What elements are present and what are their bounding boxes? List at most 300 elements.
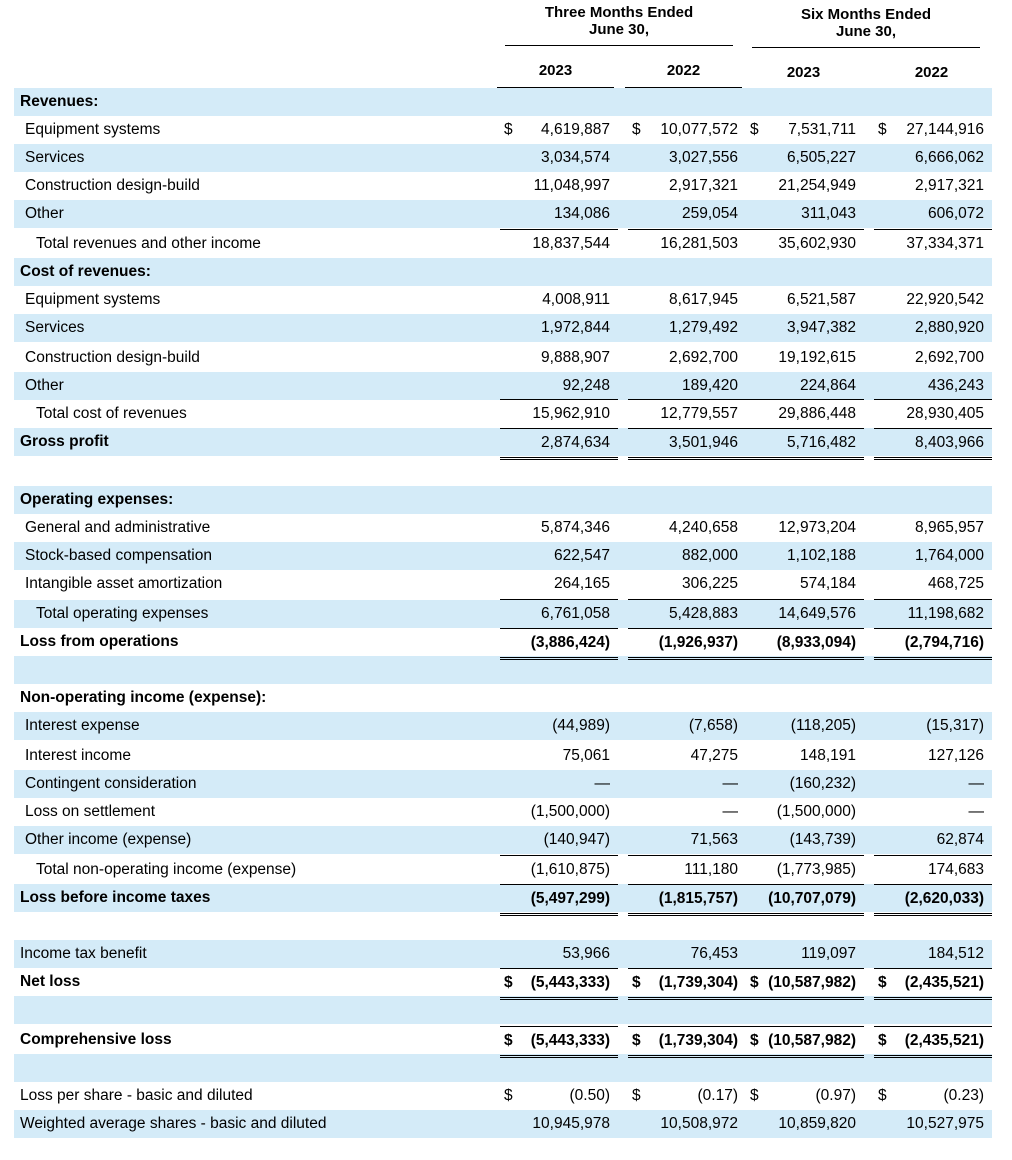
- value-cell: [628, 884, 746, 916]
- value-number: (2,620,033): [904, 890, 984, 907]
- value-cell: [500, 428, 618, 460]
- value-number: 9,888,907: [541, 349, 610, 366]
- table-row: [14, 1082, 992, 1110]
- currency-symbol: $: [632, 1087, 641, 1104]
- value-cell: [874, 200, 992, 228]
- row-label: Revenues:: [20, 93, 99, 110]
- spacer-row: [14, 1054, 992, 1082]
- value-cell: [500, 399, 618, 428]
- value-number: 224,864: [799, 377, 856, 394]
- table-row: [14, 856, 992, 884]
- value-number: 71,563: [690, 831, 738, 848]
- value-number: (10,707,079): [768, 890, 856, 907]
- spacer-row: [14, 656, 992, 684]
- value-cell: [628, 144, 746, 172]
- value-number: (7,658): [688, 717, 738, 734]
- table-row: [14, 400, 992, 428]
- six-months-line2: June 30,: [835, 23, 897, 40]
- currency-symbol: $: [878, 1032, 887, 1049]
- value-cell: [628, 570, 746, 598]
- value-number: 10,508,972: [660, 1115, 738, 1132]
- value-cell: [746, 599, 864, 628]
- value-cell: [628, 286, 746, 314]
- value-cell: [628, 712, 746, 740]
- value-number: 16,281,503: [660, 235, 738, 252]
- value-cell: [874, 1110, 992, 1138]
- value-cell: [874, 542, 992, 570]
- value-number: —: [968, 803, 984, 820]
- currency-symbol: $: [878, 974, 887, 991]
- value-cell: [746, 514, 864, 542]
- value-cell: [746, 314, 864, 342]
- table-row: [14, 486, 992, 514]
- table-row: [14, 200, 992, 228]
- value-number: (1,815,757): [658, 890, 738, 907]
- value-number: 174,683: [927, 861, 984, 878]
- value-cell: [500, 229, 618, 258]
- value-cell: [746, 570, 864, 598]
- value-cell: [746, 712, 864, 740]
- value-cell: [628, 826, 746, 854]
- value-number: (15,317): [926, 717, 984, 734]
- value-number: 5,716,482: [787, 434, 856, 451]
- value-number: 27,144,916: [906, 121, 984, 138]
- spacer-row: [14, 456, 992, 484]
- value-number: (8,933,094): [776, 634, 856, 651]
- value-number: 3,501,946: [669, 434, 738, 451]
- row-label: Interest income: [25, 747, 131, 764]
- six-months-header: [746, 6, 986, 40]
- currency-symbol: $: [750, 974, 759, 991]
- value-number: —: [594, 775, 610, 792]
- value-cell: [746, 229, 864, 258]
- value-cell: [628, 742, 746, 770]
- row-label: Comprehensive loss: [20, 1031, 172, 1048]
- value-number: (1,500,000): [776, 803, 856, 820]
- value-cell: [746, 1110, 864, 1138]
- value-cell: [500, 372, 618, 400]
- table-row: [14, 116, 992, 144]
- value-number: 436,243: [927, 377, 984, 394]
- currency-symbol: $: [878, 121, 887, 138]
- table-row: [14, 798, 992, 826]
- currency-symbol: $: [750, 1087, 759, 1104]
- value-number: 11,048,997: [533, 177, 610, 194]
- value-cell: [628, 428, 746, 460]
- value-number: (0.23): [943, 1087, 984, 1104]
- currency-symbol: $: [878, 1087, 887, 1104]
- row-label: Services: [25, 149, 85, 166]
- value-number: 311,043: [801, 205, 856, 222]
- table-row: [14, 344, 992, 372]
- row-label: Other: [25, 377, 64, 394]
- value-cell: [746, 968, 864, 1000]
- row-label: Other income (expense): [25, 831, 192, 848]
- value-cell: [746, 116, 864, 144]
- value-number: (118,205): [790, 717, 856, 734]
- row-label: Intangible asset amortization: [25, 575, 223, 592]
- value-cell: [500, 712, 618, 740]
- table-row: [14, 712, 992, 740]
- value-cell: [500, 1110, 618, 1138]
- value-number: 22,920,542: [906, 291, 984, 308]
- value-cell: [500, 1026, 618, 1058]
- value-number: —: [722, 803, 738, 820]
- value-number: (5,443,333): [530, 1032, 610, 1049]
- value-number: 12,779,557: [660, 405, 738, 422]
- value-cell: [628, 542, 746, 570]
- row-label: Equipment systems: [25, 291, 161, 308]
- value-number: 10,859,820: [778, 1115, 856, 1132]
- value-number: 111,180: [684, 861, 738, 878]
- value-cell: [746, 542, 864, 570]
- row-label: Cost of revenues:: [20, 263, 151, 280]
- value-cell: [500, 770, 618, 798]
- value-number: 8,965,957: [915, 519, 984, 536]
- value-number: (1,773,985): [776, 861, 856, 878]
- value-number: 2,692,700: [669, 349, 738, 366]
- value-cell: [628, 372, 746, 400]
- value-number: 6,666,062: [915, 149, 984, 166]
- value-cell: [500, 314, 618, 342]
- row-label: Construction design-build: [25, 349, 200, 366]
- value-number: 622,547: [553, 547, 610, 564]
- value-number: 5,874,346: [541, 519, 610, 536]
- value-cell: [628, 940, 746, 968]
- value-cell: [746, 428, 864, 460]
- value-cell: [500, 1082, 618, 1110]
- row-label: Stock-based compensation: [25, 547, 212, 564]
- value-cell: [746, 855, 864, 884]
- row-label: Loss before income taxes: [20, 889, 211, 906]
- value-cell: [628, 344, 746, 372]
- value-number: 15,962,910: [532, 405, 610, 422]
- row-label: Total revenues and other income: [36, 235, 261, 252]
- value-number: 7,531,711: [788, 121, 856, 138]
- value-cell: [500, 200, 618, 228]
- value-cell: [628, 172, 746, 200]
- row-label: Weighted average shares - basic and diluted: [20, 1115, 327, 1132]
- value-cell: [628, 855, 746, 884]
- value-cell: [500, 940, 618, 968]
- value-cell: [874, 1026, 992, 1058]
- value-number: 21,254,949: [778, 177, 856, 194]
- table-row: [14, 940, 992, 968]
- currency-symbol: $: [504, 1087, 513, 1104]
- table-row: [14, 628, 992, 656]
- row-label: Services: [25, 319, 85, 336]
- value-cell: [628, 314, 746, 342]
- value-cell: [746, 372, 864, 400]
- value-number: 62,874: [936, 831, 984, 848]
- value-number: (1,500,000): [530, 803, 610, 820]
- value-number: 882,000: [681, 547, 738, 564]
- table-row: [14, 542, 992, 570]
- table-row: [14, 684, 992, 712]
- value-number: 2,692,700: [915, 349, 984, 366]
- value-cell: [500, 798, 618, 826]
- value-cell: [874, 712, 992, 740]
- table-row: [14, 144, 992, 172]
- value-cell: [746, 628, 864, 660]
- value-cell: [500, 855, 618, 884]
- value-number: 3,034,574: [541, 149, 610, 166]
- value-cell: [874, 599, 992, 628]
- currency-symbol: $: [504, 1032, 513, 1049]
- value-cell: [628, 968, 746, 1000]
- value-number: (160,232): [789, 775, 856, 792]
- value-cell: [874, 344, 992, 372]
- value-number: 2,917,321: [915, 177, 984, 194]
- value-number: (3,886,424): [530, 634, 610, 651]
- table-row: [14, 1110, 992, 1138]
- value-number: 18,837,544: [532, 235, 610, 252]
- value-cell: [628, 798, 746, 826]
- table-row: [14, 258, 992, 286]
- value-cell: [500, 968, 618, 1000]
- value-cell: [500, 344, 618, 372]
- value-number: 29,886,448: [778, 405, 856, 422]
- value-cell: [628, 1026, 746, 1058]
- table-row: [14, 968, 992, 996]
- three-months-header: [499, 4, 739, 38]
- value-number: (0.17): [697, 1087, 738, 1104]
- value-number: 5,428,883: [669, 605, 738, 622]
- value-cell: [746, 826, 864, 854]
- row-label: Other: [25, 205, 64, 222]
- value-number: 8,403,966: [915, 434, 984, 451]
- currency-symbol: $: [504, 121, 513, 138]
- value-number: (10,587,982): [768, 1032, 856, 1049]
- value-number: (140,947): [543, 831, 610, 848]
- row-label: Non-operating income (expense):: [20, 689, 267, 706]
- value-number: —: [722, 775, 738, 792]
- value-number: (1,926,937): [658, 634, 738, 651]
- value-cell: [874, 1082, 992, 1110]
- value-cell: [874, 884, 992, 916]
- value-number: 1,764,000: [915, 547, 984, 564]
- value-number: 2,880,920: [915, 319, 984, 336]
- value-number: 28,930,405: [906, 405, 984, 422]
- currency-symbol: $: [504, 974, 513, 991]
- six-months-line1: Six Months Ended: [800, 6, 931, 23]
- value-number: 11,198,682: [907, 605, 984, 622]
- value-number: (44,989): [552, 717, 610, 734]
- value-cell: [746, 742, 864, 770]
- value-number: 35,602,930: [778, 235, 856, 252]
- value-number: 3,027,556: [669, 149, 738, 166]
- value-number: 92,248: [562, 377, 610, 394]
- value-cell: [874, 826, 992, 854]
- table-row: [14, 428, 992, 456]
- year-2022-three: 2022: [625, 62, 742, 79]
- value-number: 14,649,576: [778, 605, 856, 622]
- value-cell: [500, 286, 618, 314]
- year-2023-three: 2023: [497, 62, 614, 79]
- value-number: 1,279,492: [669, 319, 738, 336]
- value-cell: [874, 372, 992, 400]
- row-label: Total non-operating income (expense): [36, 861, 297, 878]
- value-cell: [746, 200, 864, 228]
- table-row: [14, 1026, 992, 1054]
- row-label: Income tax benefit: [20, 945, 147, 962]
- table-row: [14, 570, 992, 598]
- value-cell: [746, 172, 864, 200]
- value-cell: [746, 884, 864, 916]
- value-cell: [874, 172, 992, 200]
- value-number: 4,240,658: [669, 519, 738, 536]
- value-number: (5,497,299): [530, 890, 610, 907]
- spacer-row: [14, 996, 992, 1024]
- value-number: 606,072: [927, 205, 984, 222]
- value-cell: [874, 229, 992, 258]
- value-number: (0.97): [815, 1087, 856, 1104]
- year-2022-six: 2022: [873, 64, 990, 81]
- table-row: [14, 826, 992, 854]
- value-cell: [874, 514, 992, 542]
- value-number: (2,435,521): [904, 1032, 984, 1049]
- row-label: Total operating expenses: [36, 605, 209, 622]
- value-number: 1,972,844: [541, 319, 610, 336]
- row-label: Construction design-build: [25, 177, 200, 194]
- value-cell: [500, 884, 618, 916]
- value-cell: [500, 826, 618, 854]
- value-number: 259,054: [681, 205, 738, 222]
- table-row: [14, 884, 992, 912]
- currency-symbol: $: [750, 121, 759, 138]
- value-cell: [874, 116, 992, 144]
- value-cell: [500, 742, 618, 770]
- value-number: 148,191: [799, 747, 856, 764]
- value-number: 2,917,321: [669, 177, 738, 194]
- value-cell: [628, 599, 746, 628]
- row-label: Interest expense: [25, 717, 140, 734]
- value-number: 75,061: [562, 747, 610, 764]
- currency-symbol: $: [632, 1032, 641, 1049]
- three-months-line1: Three Months Ended: [544, 4, 694, 21]
- value-number: 6,521,587: [787, 291, 856, 308]
- value-cell: [874, 314, 992, 342]
- table-row: [14, 230, 992, 258]
- value-cell: [746, 940, 864, 968]
- value-cell: [746, 286, 864, 314]
- value-number: 10,527,975: [906, 1115, 984, 1132]
- row-label: Loss per share - basic and diluted: [20, 1087, 253, 1104]
- row-label: Operating expenses:: [20, 491, 174, 508]
- value-number: 6,761,058: [541, 605, 610, 622]
- value-cell: [746, 144, 864, 172]
- value-number: 2,874,634: [541, 434, 610, 451]
- value-cell: [874, 144, 992, 172]
- table-row: [14, 742, 992, 770]
- value-cell: [628, 116, 746, 144]
- table-row: [14, 172, 992, 200]
- value-cell: [746, 1026, 864, 1058]
- currency-symbol: $: [632, 121, 641, 138]
- value-number: (0.50): [569, 1087, 610, 1104]
- value-cell: [500, 144, 618, 172]
- value-cell: [874, 742, 992, 770]
- value-cell: [746, 399, 864, 428]
- value-cell: [874, 286, 992, 314]
- value-number: (2,435,521): [904, 974, 984, 991]
- table-row: [14, 770, 992, 798]
- value-cell: [874, 798, 992, 826]
- value-cell: [874, 628, 992, 660]
- value-cell: [874, 968, 992, 1000]
- value-number: 4,008,911: [542, 291, 610, 308]
- row-label: Net loss: [20, 973, 81, 990]
- year-2023-six: 2023: [745, 64, 862, 81]
- value-number: 37,334,371: [906, 235, 984, 252]
- value-cell: [874, 399, 992, 428]
- currency-symbol: $: [632, 974, 641, 991]
- value-cell: [874, 428, 992, 460]
- value-cell: [874, 570, 992, 598]
- value-number: 306,225: [681, 575, 738, 592]
- row-label: Loss on settlement: [25, 803, 156, 820]
- value-number: (1,739,304): [658, 1032, 738, 1049]
- value-number: 19,192,615: [778, 349, 856, 366]
- value-cell: [874, 855, 992, 884]
- row-label: Equipment systems: [25, 121, 161, 138]
- table-row: [14, 88, 992, 116]
- spacer-row: [14, 912, 992, 940]
- value-cell: [628, 514, 746, 542]
- three-months-line2: June 30,: [588, 21, 650, 38]
- value-number: (2,794,716): [904, 634, 984, 651]
- value-number: (143,739): [789, 831, 856, 848]
- value-number: 8,617,945: [669, 291, 738, 308]
- row-label: Contingent consideration: [25, 775, 197, 792]
- value-cell: [628, 770, 746, 798]
- value-number: 134,086: [553, 205, 610, 222]
- value-cell: [628, 1110, 746, 1138]
- value-number: 184,512: [927, 945, 984, 962]
- value-cell: [628, 1082, 746, 1110]
- table-row: [14, 514, 992, 542]
- value-cell: [500, 599, 618, 628]
- value-number: 12,973,204: [778, 519, 856, 536]
- value-number: 468,725: [927, 575, 984, 592]
- row-label: Total cost of revenues: [36, 405, 187, 422]
- value-cell: [628, 628, 746, 660]
- value-number: 53,966: [562, 945, 610, 962]
- value-number: 4,619,887: [541, 121, 610, 138]
- value-number: 264,165: [553, 575, 610, 592]
- value-number: 1,102,188: [787, 547, 856, 564]
- value-cell: [500, 570, 618, 598]
- value-number: (10,587,982): [768, 974, 856, 991]
- value-cell: [500, 628, 618, 660]
- value-cell: [500, 116, 618, 144]
- value-number: 189,420: [681, 377, 738, 394]
- value-cell: [628, 229, 746, 258]
- table-row: [14, 314, 992, 342]
- value-number: 3,947,382: [787, 319, 856, 336]
- value-cell: [746, 770, 864, 798]
- value-cell: [500, 542, 618, 570]
- value-number: (1,610,875): [530, 861, 610, 878]
- value-cell: [746, 798, 864, 826]
- value-cell: [874, 940, 992, 968]
- currency-symbol: $: [750, 1032, 759, 1049]
- value-cell: [628, 200, 746, 228]
- value-number: 127,126: [927, 747, 984, 764]
- value-number: 6,505,227: [787, 149, 856, 166]
- value-number: 10,945,978: [532, 1115, 610, 1132]
- value-number: (1,739,304): [658, 974, 738, 991]
